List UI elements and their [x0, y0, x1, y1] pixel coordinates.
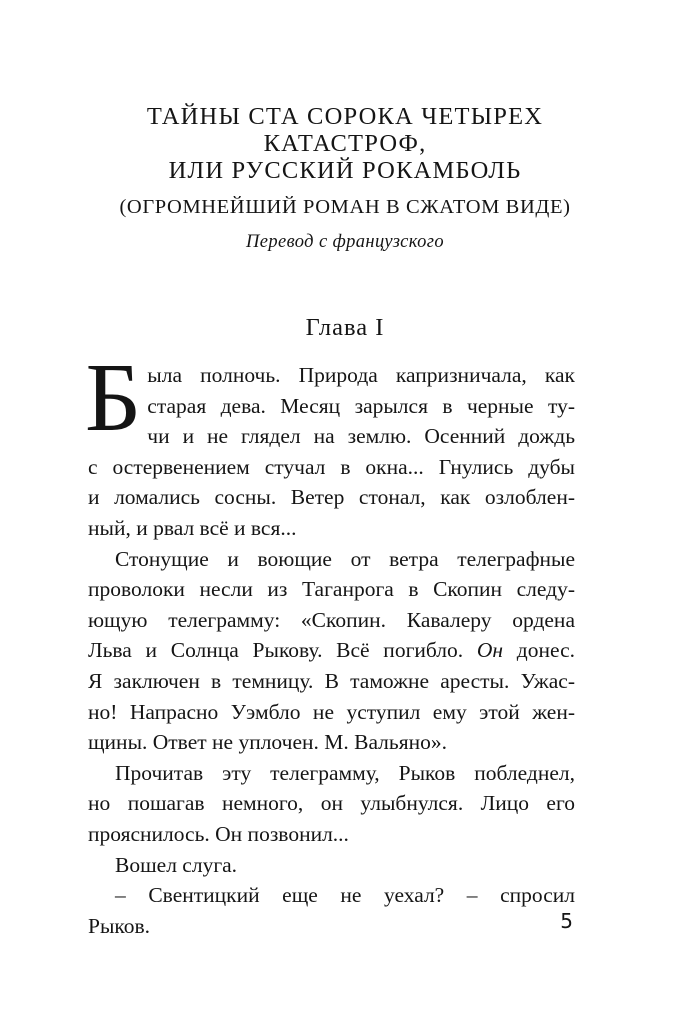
drop-cap: Б — [85, 344, 142, 452]
body-line: старая дева. Месяц зарылся в черные ту- — [147, 393, 575, 418]
body-line: ющую телеграмму: «Скопин. Кавалеру ордена — [88, 607, 575, 632]
body-line: Стонущие и воющие от ветра телеграфные — [115, 546, 575, 571]
body-line: Я заключен в темницу. В таможне аресты. Ужас- — [88, 668, 575, 693]
body-line: но! Напрасно Уэмбло не уступил ему этой жен- — [88, 699, 575, 724]
body-line: щины. Ответ не уплочен. М. Вальяно». — [88, 730, 447, 755]
story-title-line: КАТАСТРОФ, — [263, 130, 427, 157]
body-line: Прочитав эту телеграмму, Рыков побледнел, — [115, 760, 575, 785]
body-line: и ломались сосны. Ветер стонал, как озлоблен- — [88, 485, 575, 510]
chapter-body — [85, 344, 575, 941]
story-title-line: ТАЙНЫ СТА СОРОКА ЧЕТЫРЕХ — [146, 103, 544, 130]
body-line: ыла полночь. Природа капризничала, как — [147, 363, 575, 387]
emphasized-word: Он — [476, 638, 504, 663]
body-line: Вошел слуга. — [115, 852, 238, 877]
body-line: Рыков. — [88, 913, 151, 938]
chapter-heading: Глава I — [305, 314, 385, 341]
body-line — [88, 635, 575, 666]
page-number: 5 — [560, 909, 573, 933]
story-subtitle: (ОГРОМНЕЙШИЙ РОМАН В СЖАТОМ ВИДЕ) — [119, 196, 571, 218]
story-title-line: ИЛИ РУССКИЙ РОКАМБОЛЬ — [168, 157, 522, 184]
translation-note: Перевод с французского — [245, 232, 445, 252]
body-line: прояснилось. Он позвонил... — [88, 821, 349, 846]
body-line-part: Льва и Солнца Рыкову. Всё погибло. — [88, 638, 464, 663]
body-line: с остервенением стучал в окна... Гнулись дубы — [88, 454, 575, 479]
body-line: но пошагав немного, он улыбнулся. Лицо его — [88, 791, 575, 816]
body-line: проволоки несли из Таганрога в Скопин следу- — [88, 577, 575, 602]
body-line: чи и не глядел на землю. Осенний дождь — [147, 424, 575, 449]
body-line: – Свентицкий еще не уехал? – спросил — [115, 883, 575, 908]
body-line: ный, и рвал всё и вся... — [88, 515, 297, 540]
story-title-block — [80, 103, 610, 254]
body-line-part: донес. — [516, 638, 575, 663]
